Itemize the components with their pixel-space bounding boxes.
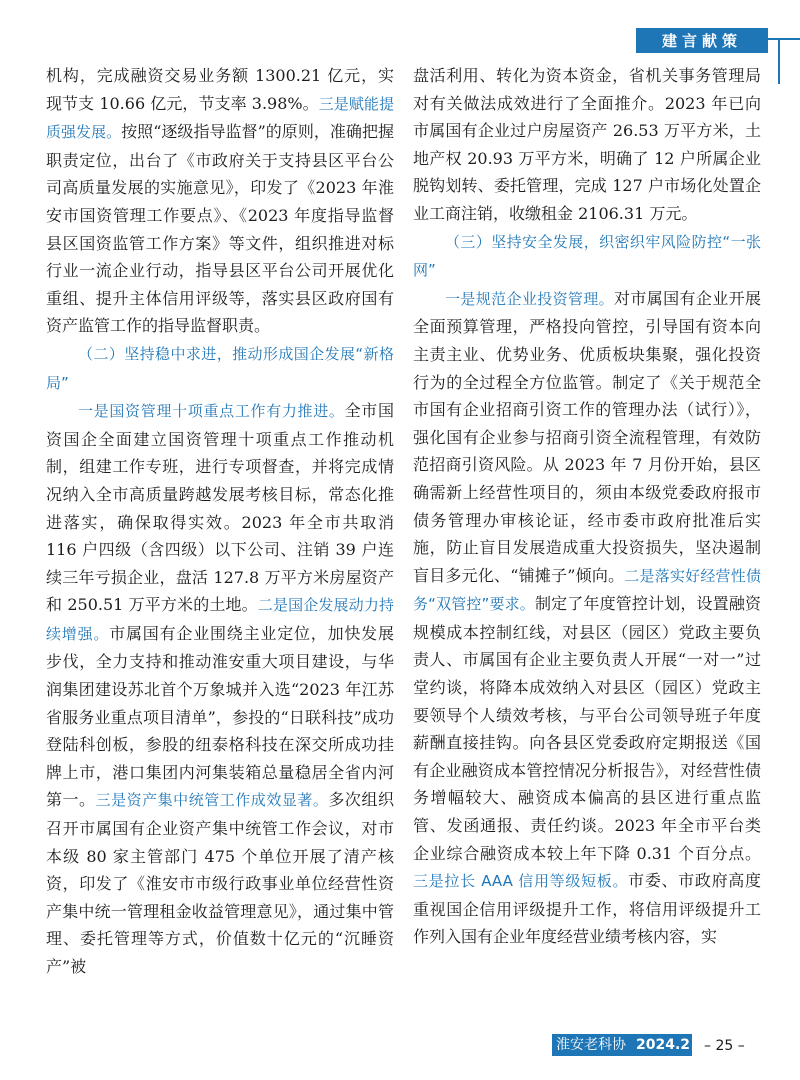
header-rule-vertical	[778, 38, 780, 84]
body-text: 市委、市政府高度重视国企信用评级提升工作，将信用评级提升工作列入国有企业年度经营业绩考核内容，实	[413, 871, 761, 947]
body-text: 多次组织召开市属国有企业资产集中统管工作会议，对市本级 80 家主管部门 475 个单位开展了清产核资，印发了《淮安市市级行政事业单位经营性资产集中统一管理租金收益管理意见》，通过集中管理、委托管理等方式，价值数十亿元的“沉睡资产”被	[46, 790, 394, 976]
issue-number: 2024.2	[636, 1037, 691, 1053]
highlight-phrase: 三是赋能提质强发展。	[46, 94, 394, 142]
body-text: 全市国资国企全面建立国资管理十项重点工作推动机制，组建工作专班，进行专项督查，并将完成情况纳入全市高质量跨越发展考核目标，常态化推进落实，确保取得实效。2023 年全市共取消 116 户四级（含四级）以下公司、注销 39 户连续三年亏损企业，盘活 127.8 万平方米房屋资产和 250.51 万平方米的土地。	[46, 401, 394, 615]
left-column	[46, 62, 394, 981]
journal-name: 淮安老科协	[556, 1037, 626, 1053]
paragraph	[46, 340, 394, 397]
body-text: 按照“逐级指导监督”的原则，准确把握职责定位，出台了《市政府关于支持县区平台公司高质量发展的实施意见》，印发了《2023 年淮安市国资管理工作要点》、《2023 年度指导监督县区国资监管工作方案》等文件，组织推进对标行业一流企业行动，指导县区平台公司开展优化重组、提升主体信用评级等，落实县区政府国有资产监管工作的指导监督职责。	[46, 122, 394, 336]
page-number: – 25 –	[704, 1038, 745, 1054]
highlight-phrase: 三是拉长 AAA 信用等级短板。	[413, 872, 629, 891]
paragraph	[413, 228, 761, 285]
right-column	[413, 62, 761, 951]
paragraph	[413, 62, 761, 228]
section-heading: （二）坚持稳中求进，推动形成国企发展“新格局”	[46, 344, 394, 392]
section-heading: （三）坚持安全发展，织密织牢风险防控“一张网”	[413, 232, 761, 280]
paragraph	[46, 62, 394, 340]
paragraph	[413, 285, 761, 951]
body-text: 制定了年度管控计划，设置融资规模成本控制红线，对县区（园区）党政主要负责人、市属国有企业主要负责人开展“一对一”过堂约谈，将降本成效纳入对县区（园区）党政主要领导个人绩效考核，与平台公司领导班子年度薪酬直接挂钩。向各县区党委政府定期报送《国有企业融资成本管控情况分析报告》，对经营性债务增幅较大、融资成本偏高的县区进行重点监管、发函通报、责任约谈。2023 年全市平台类企业综合融资成本较上年下降 0.31 个百分点。	[413, 594, 761, 863]
highlight-phrase: 一是国资管理十项重点工作有力推进。	[78, 402, 345, 421]
highlight-phrase: 一是规范企业投资管理。	[445, 289, 615, 308]
highlight-phrase: 三是资产集中统管工作成效显著。	[95, 791, 329, 810]
body-text: 对市属国有企业开展全面预算管理，严格投向管控，引导国有资本向主责主业、优势业务、优质板块集聚，强化投资行为的全过程全方位监管。制定了《关于规范全市国有企业招商引资工作的管理办法（试行）》，强化国有企业参与招商引资全流程管理，有效防范招商引资风险。从 2023 年 7 月份开始，县区确需新上经营性项目的，须由本级党委政府报市债务管理办审核论证，经市委市政府批准后实施，防止盲目发展造成重大投资损失，坚决遏制盲目多元化、“铺摊子”倾向。	[413, 288, 761, 585]
header-rule	[768, 38, 800, 40]
body-text: 机构，完成融资交易业务额 1300.21 亿元，实现节支 10.66 亿元，节支率 3.98%。	[46, 66, 394, 113]
highlight-phrase: 二是落实好经营性债务“双管控”要求。	[413, 566, 761, 614]
paragraph	[46, 397, 394, 980]
highlight-phrase: 二是国企发展动力持续增强。	[46, 596, 394, 643]
body-text: 市属国有企业围绕主业定位，加快发展步伐，全力支持和推动淮安重大项目建设，与华润集团建设苏北首个万象城并入选“2023 年江苏省服务业重点项目清单”，参投的“日联科技”成功登陆科创板，参股的纽泰格科技在深交所成功挂牌上市，港口集团内河集装箱总量稳居全省内河第一。	[46, 623, 394, 810]
section-badge: 建言献策	[636, 28, 768, 53]
body-text: 盘活利用、转化为资本资金，省机关事务管理局对有关做法成效进行了全面推介。2023 年已向市属国有企业过户房屋资产 26.53 万平方米，土地产权 20.93 万平方米，明确了 12 户所属企业脱钩划转、委托管理，完成 127 户市场化处置企业工商注销，收缴租金 2106.31 万元。	[413, 66, 761, 223]
